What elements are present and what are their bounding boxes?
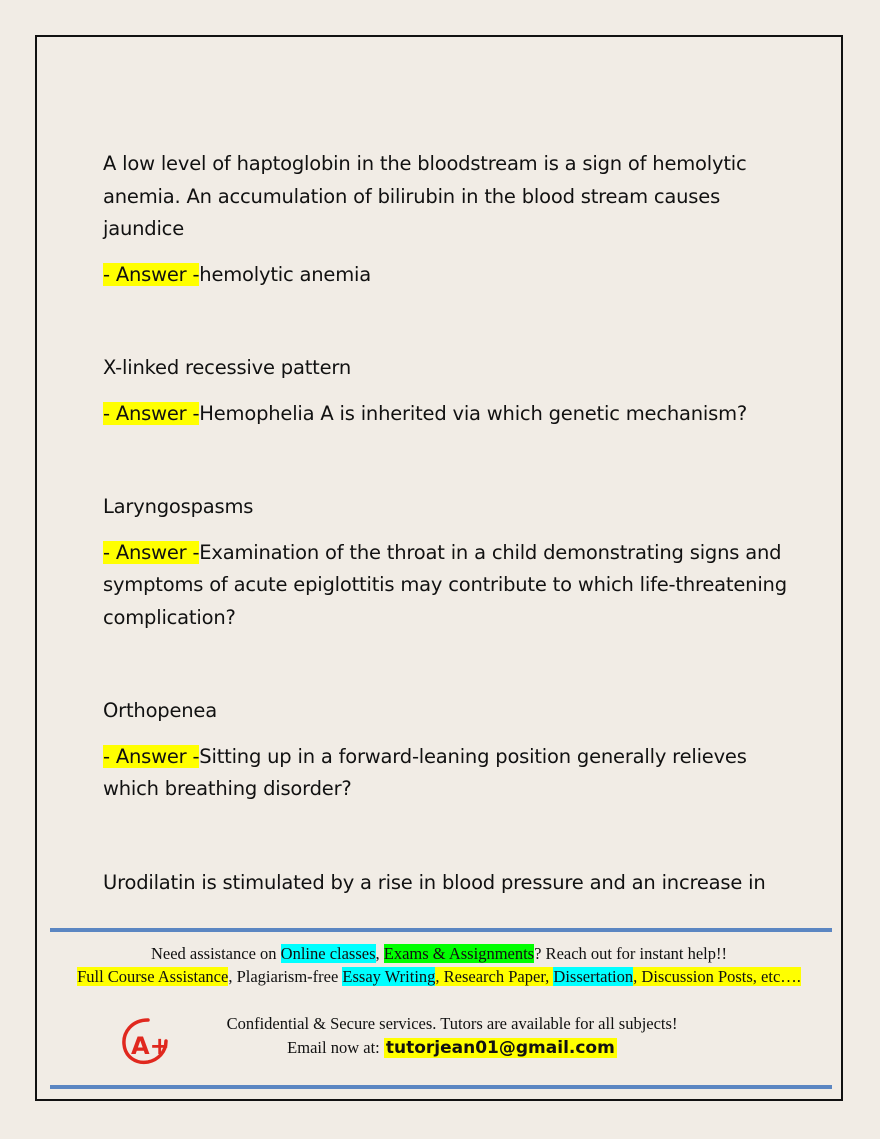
- answer-label: - Answer -: [103, 540, 200, 564]
- question-text: Orthopenea: [103, 699, 217, 722]
- dissertation-highlight: Dissertation: [553, 967, 634, 986]
- footer-text: ,: [375, 944, 384, 963]
- answer-text: Hemophelia A is inherited via which genetic mechanism?: [199, 401, 748, 425]
- discussion-posts-highlight: , Discussion Posts, etc….: [633, 967, 801, 986]
- answer-text: hemolytic anemia: [199, 262, 371, 286]
- logo-text: A+: [131, 1032, 170, 1060]
- document-body: [103, 148, 793, 899]
- email-link[interactable]: tutorjean01@gmail.com: [385, 1038, 615, 1058]
- qa-item-4: [103, 695, 793, 806]
- qa-item-1: [103, 148, 793, 291]
- footer-text: ? Reach out for instant help!!: [534, 944, 728, 963]
- trailing-question-text: Urodilatin is stimulated by a rise in blood pressure and an increase in: [103, 870, 766, 894]
- research-paper-highlight: , Research Paper,: [435, 967, 554, 986]
- full-course-highlight: Full Course Assistance: [77, 967, 229, 986]
- footer-line-3: Confidential & Secure services. Tutors are available for all subjects!: [226, 1014, 678, 1033]
- footer-text: , Plagiarism-free: [228, 967, 343, 986]
- online-classes-highlight: Online classes: [280, 944, 376, 963]
- answer-label: - Answer -: [103, 744, 200, 768]
- footer-line-1: [37, 944, 841, 964]
- answer-line: [103, 398, 793, 431]
- answer-line: [103, 741, 793, 806]
- answer-line: [103, 259, 793, 292]
- answer-text: Sitting up in a forward-leaning position generally relieves which breathing disorder?: [103, 744, 747, 800]
- footer-bottom-rule: [50, 1085, 832, 1089]
- footer-line-2: [37, 967, 841, 987]
- footer-line-4: [50, 1038, 854, 1058]
- qa-item-2: [103, 352, 793, 430]
- question-text: Laryngospasms: [103, 495, 254, 518]
- footer-text: Need assistance on: [150, 944, 281, 963]
- email-prefix: Email now at:: [287, 1038, 384, 1057]
- answer-label: - Answer -: [103, 262, 200, 286]
- essay-writing-highlight: Essay Writing: [342, 967, 436, 986]
- question-text: A low level of haptoglobin in the bloodstream is a sign of hemolytic anemia. An accumulation of bilirubin in the blood stream causes jaundice: [103, 152, 747, 240]
- qa-item-3: [103, 491, 793, 634]
- answer-line: [103, 537, 793, 635]
- answer-label: - Answer -: [103, 401, 200, 425]
- question-text: X-linked recessive pattern: [103, 356, 352, 379]
- answer-text: Examination of the throat in a child demonstrating signs and symptoms of acute epiglottitis may contribute to which life-threatening complication?: [103, 540, 787, 629]
- footer-top-rule: [50, 928, 832, 932]
- exams-highlight: Exams & Assignments: [383, 944, 535, 963]
